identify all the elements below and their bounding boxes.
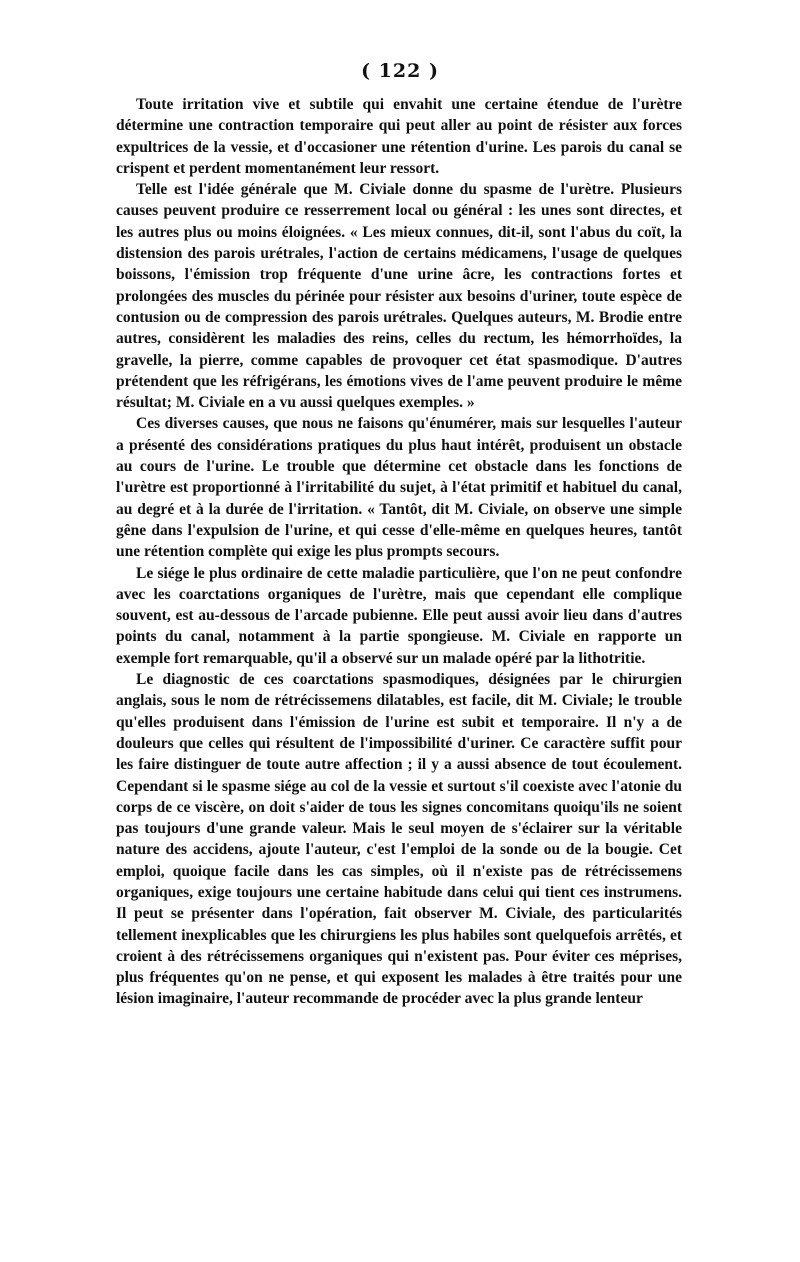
paragraph-3: Ces diverses causes, que nous ne faisons qu'énumérer, mais sur lesquelles l'auteur a présenté des considérations pratiques du plus haut intérêt, produisent un obstacle au cours de l'urine. Le trouble que détermine cet obstacle dans les fonctions de l'urètre est proportionné à l'irritabilité du sujet, à l'état primitif et habituel du canal, au degré et à la durée de l'irritation. « Tantôt, dit M. Civiale, on observe une simple gêne dans l'expulsion de l'urine, et qui cesse d'elle-même en quelques heures, tantôt une rétention complète qui exige les plus prompts secours. — [116, 415, 682, 561]
paragraph-4: Le siége le plus ordinaire de cette maladie particulière, que l'on ne peut confondre avec les coarctations organiques de l'urètre, mais que cependant elle complique souvent, est au-dessous de l'arcade pubienne. Elle peut aussi avoir lieu dans d'autres points du canal, notamment à la partie spongieuse. M. Civiale en rapporte un exemple fort remarquable, qu'il a observé sur un malade opéré par la lithotritie. — [116, 564, 682, 667]
paragraph-2: Telle est l'idée générale que M. Civiale donne du spasme de l'urètre. Plusieurs causes peuvent produire ce resserrement local ou général : les unes sont directes, et les autres plus ou moins éloignées. « Les mieux connues, dit-il, sont l'abus du coït, la distension des parois urétrales, l'action de certains médicamens, l'usage de quelques boissons, l'émission trop fréquente d'une urine âcre, les contractions fortes et prolongées des muscles du périnée pour résister aux besoins d'uriner, toute espèce de contusion ou de compression des parois urétrales. Quelques auteurs, M. Brodie entre autres, considèrent les maladies des reins, celles du rectum, les hémorrhoïdes, la gravelle, la pierre, comme capables de provoquer cet état spasmodique. D'autres prétendent que les réfrigérans, les émotions vives de l'ame peuvent produire le même résultat; M. Civiale en a vu aussi quelques exemples. » — [116, 181, 682, 412]
paragraph-5: Le diagnostic de ces coarctations spasmodiques, désignées par le chirurgien anglais, sous le nom de rétrécissemens dilatables, est facile, dit M. Civiale; le trouble qu'elles produisent dans l'émission de l'urine est subit et temporaire. Il n'y a de douleurs que celles qui résultent de l'impossibilité d'uriner. Ce caractère suffit pour les faire distinguer de toute autre affection ; il y a aussi absence de tout écoulement. Cependant si le spasme siége au col de la vessie et surtout s'il coexiste avec l'atonie du corps de ce viscère, on doit s'aider de tous les signes concomitans quoiqu'ils ne soient pas toujours d'une grande valeur. Mais le seul moyen de s'éclairer sur la véritable nature des accidens, ajoute l'auteur, c'est l'emploi de la sonde ou de la bougie. Cet emploi, quoique facile dans les cas simples, où il n'existe pas de rétrécissemens organiques, exige toujours une certaine habitude dans celui qui tient ces instrumens. Il peut se présenter dans l'opération, fait observer M. Civiale, des particularités tellement inexplicables que les chirurgiens les plus habiles sont quelquefois arrêtés, et croient à des rétrécissemens organiques qui n'existent pas. Pour éviter ces méprises, plus fréquentes qu'on ne pense, et qui exposent les malades à être traités pour une lésion imaginaire, l'auteur recommande de procéder avec la plus grande lenteur — [116, 671, 682, 1008]
body-text — [116, 94, 682, 1010]
paragraph-1: Toute irritation vive et subtile qui envahit une certaine étendue de l'urètre détermine une contraction temporaire qui peut aller au point de résister aux forces expultrices de la vessie, et d'occasioner une rétention d'urine. Les parois du canal se crispent et perdent momentanément leur ressort. — [116, 96, 682, 177]
page-number: ( 122 ) — [361, 60, 439, 82]
